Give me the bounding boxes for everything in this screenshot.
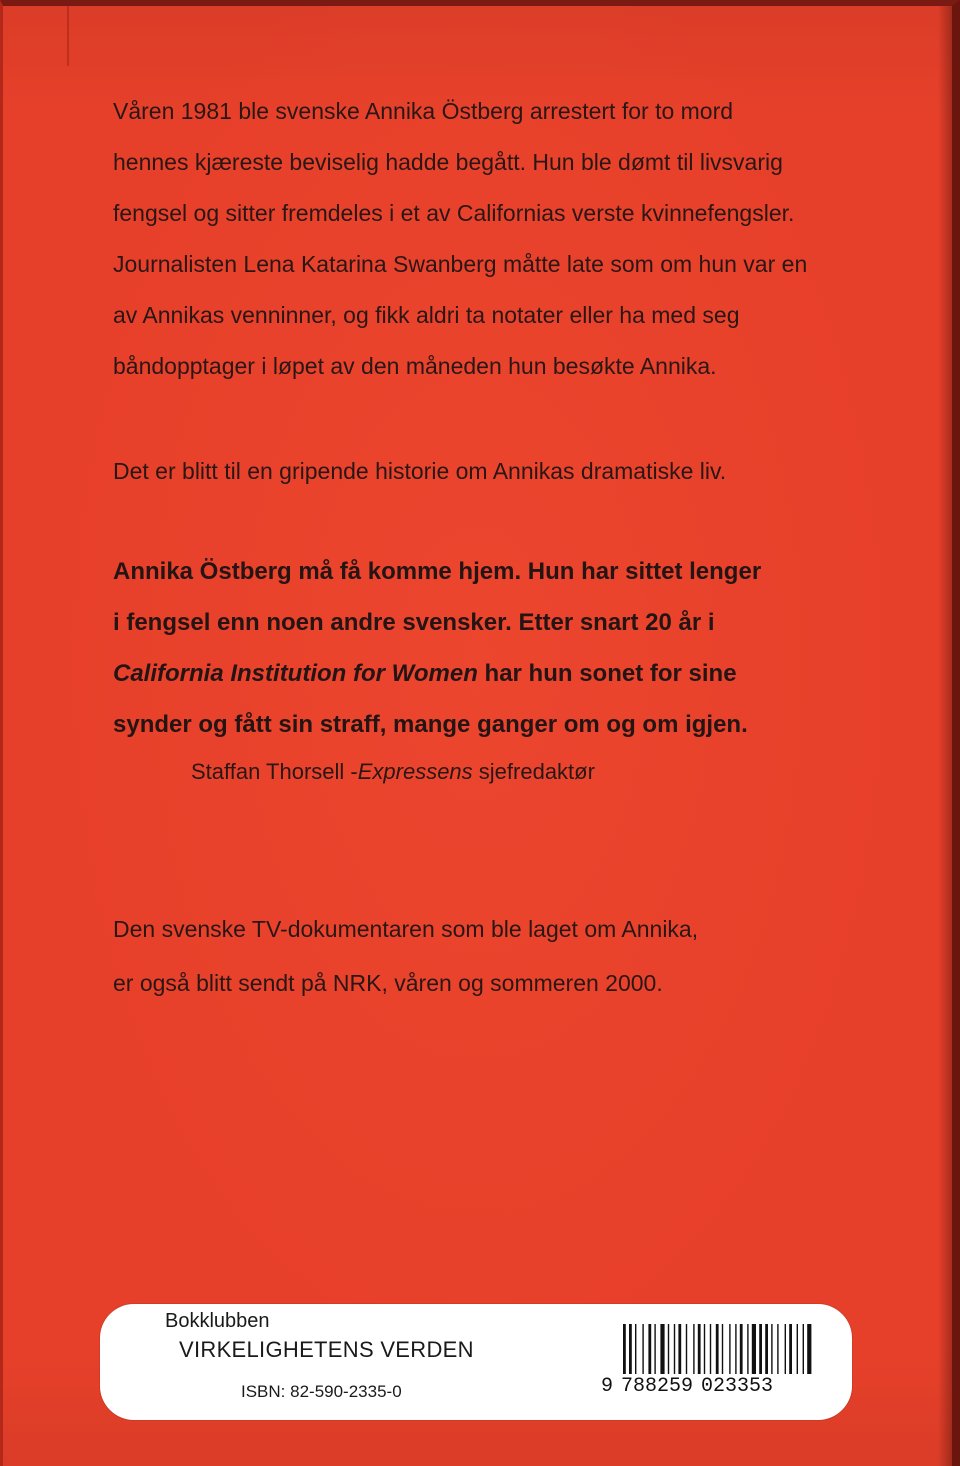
quote-line: Annika Östberg må få komme hjem. Hun har sittet lenger [113,558,762,585]
barcode-first-digit: 9 [601,1375,614,1398]
documentary-paragraph [113,902,853,1010]
synopsis-paragraph [113,86,853,392]
crease-mark [67,6,69,66]
quote-attribution [191,754,595,790]
synopsis-line: hennes kjæreste beviselig hadde begått. Hun ble dømt til livsvarig [113,149,783,175]
quote-institution: California Institution for Women [113,660,478,687]
summary-line: Det er blitt til en gripende historie om Annikas dramatiske liv. [113,458,727,484]
endorsement-quote [113,546,873,750]
cover-edge-shadow [938,6,952,1466]
documentary-line: Den svenske TV-dokumentaren som ble laget om Annika, [113,916,699,942]
attribution-publication: Expressens [357,759,473,784]
synopsis-line: båndopptager i løpet av den måneden hun besøkte Annika. [113,353,717,379]
barcode-group-left: 788259 [621,1375,694,1398]
quote-line: synder og fått sin straff, mange ganger om og om igjen. [113,711,748,738]
documentary-line: er også blitt sendt på NRK, våren og sommeren 2000. [113,970,663,996]
quote-line [113,648,873,699]
isbn-number: ISBN: 82-590-2335-0 [241,1382,402,1401]
book-club-name: Bokklubben [165,1310,270,1332]
synopsis-line: Journalisten Lena Katarina Swanberg måtte late som om hun var en [113,251,808,277]
attribution-role: sjefredaktør [472,759,595,784]
summary-paragraph [113,451,853,491]
quote-line-rest: har hun sonet for sine [477,660,737,687]
synopsis-line: Våren 1981 ble svenske Annika Östberg arrestert for to mord [113,98,734,124]
barcode-digits [601,1374,773,1400]
synopsis-line: av Annikas venninner, og fikk aldri ta notater eller ha med seg [113,302,740,328]
attribution-name: Staffan Thorsell - [191,759,358,784]
quote-line: i fengsel enn noen andre svensker. Etter snart 20 år i [113,609,715,636]
synopsis-line: fengsel og sitter fremdeles i et av Californias verste kvinnefengsler. [113,200,795,226]
barcode-group-right: 023353 [701,1375,774,1398]
series-name: VIRKELIGHETENS VERDEN [179,1337,474,1362]
